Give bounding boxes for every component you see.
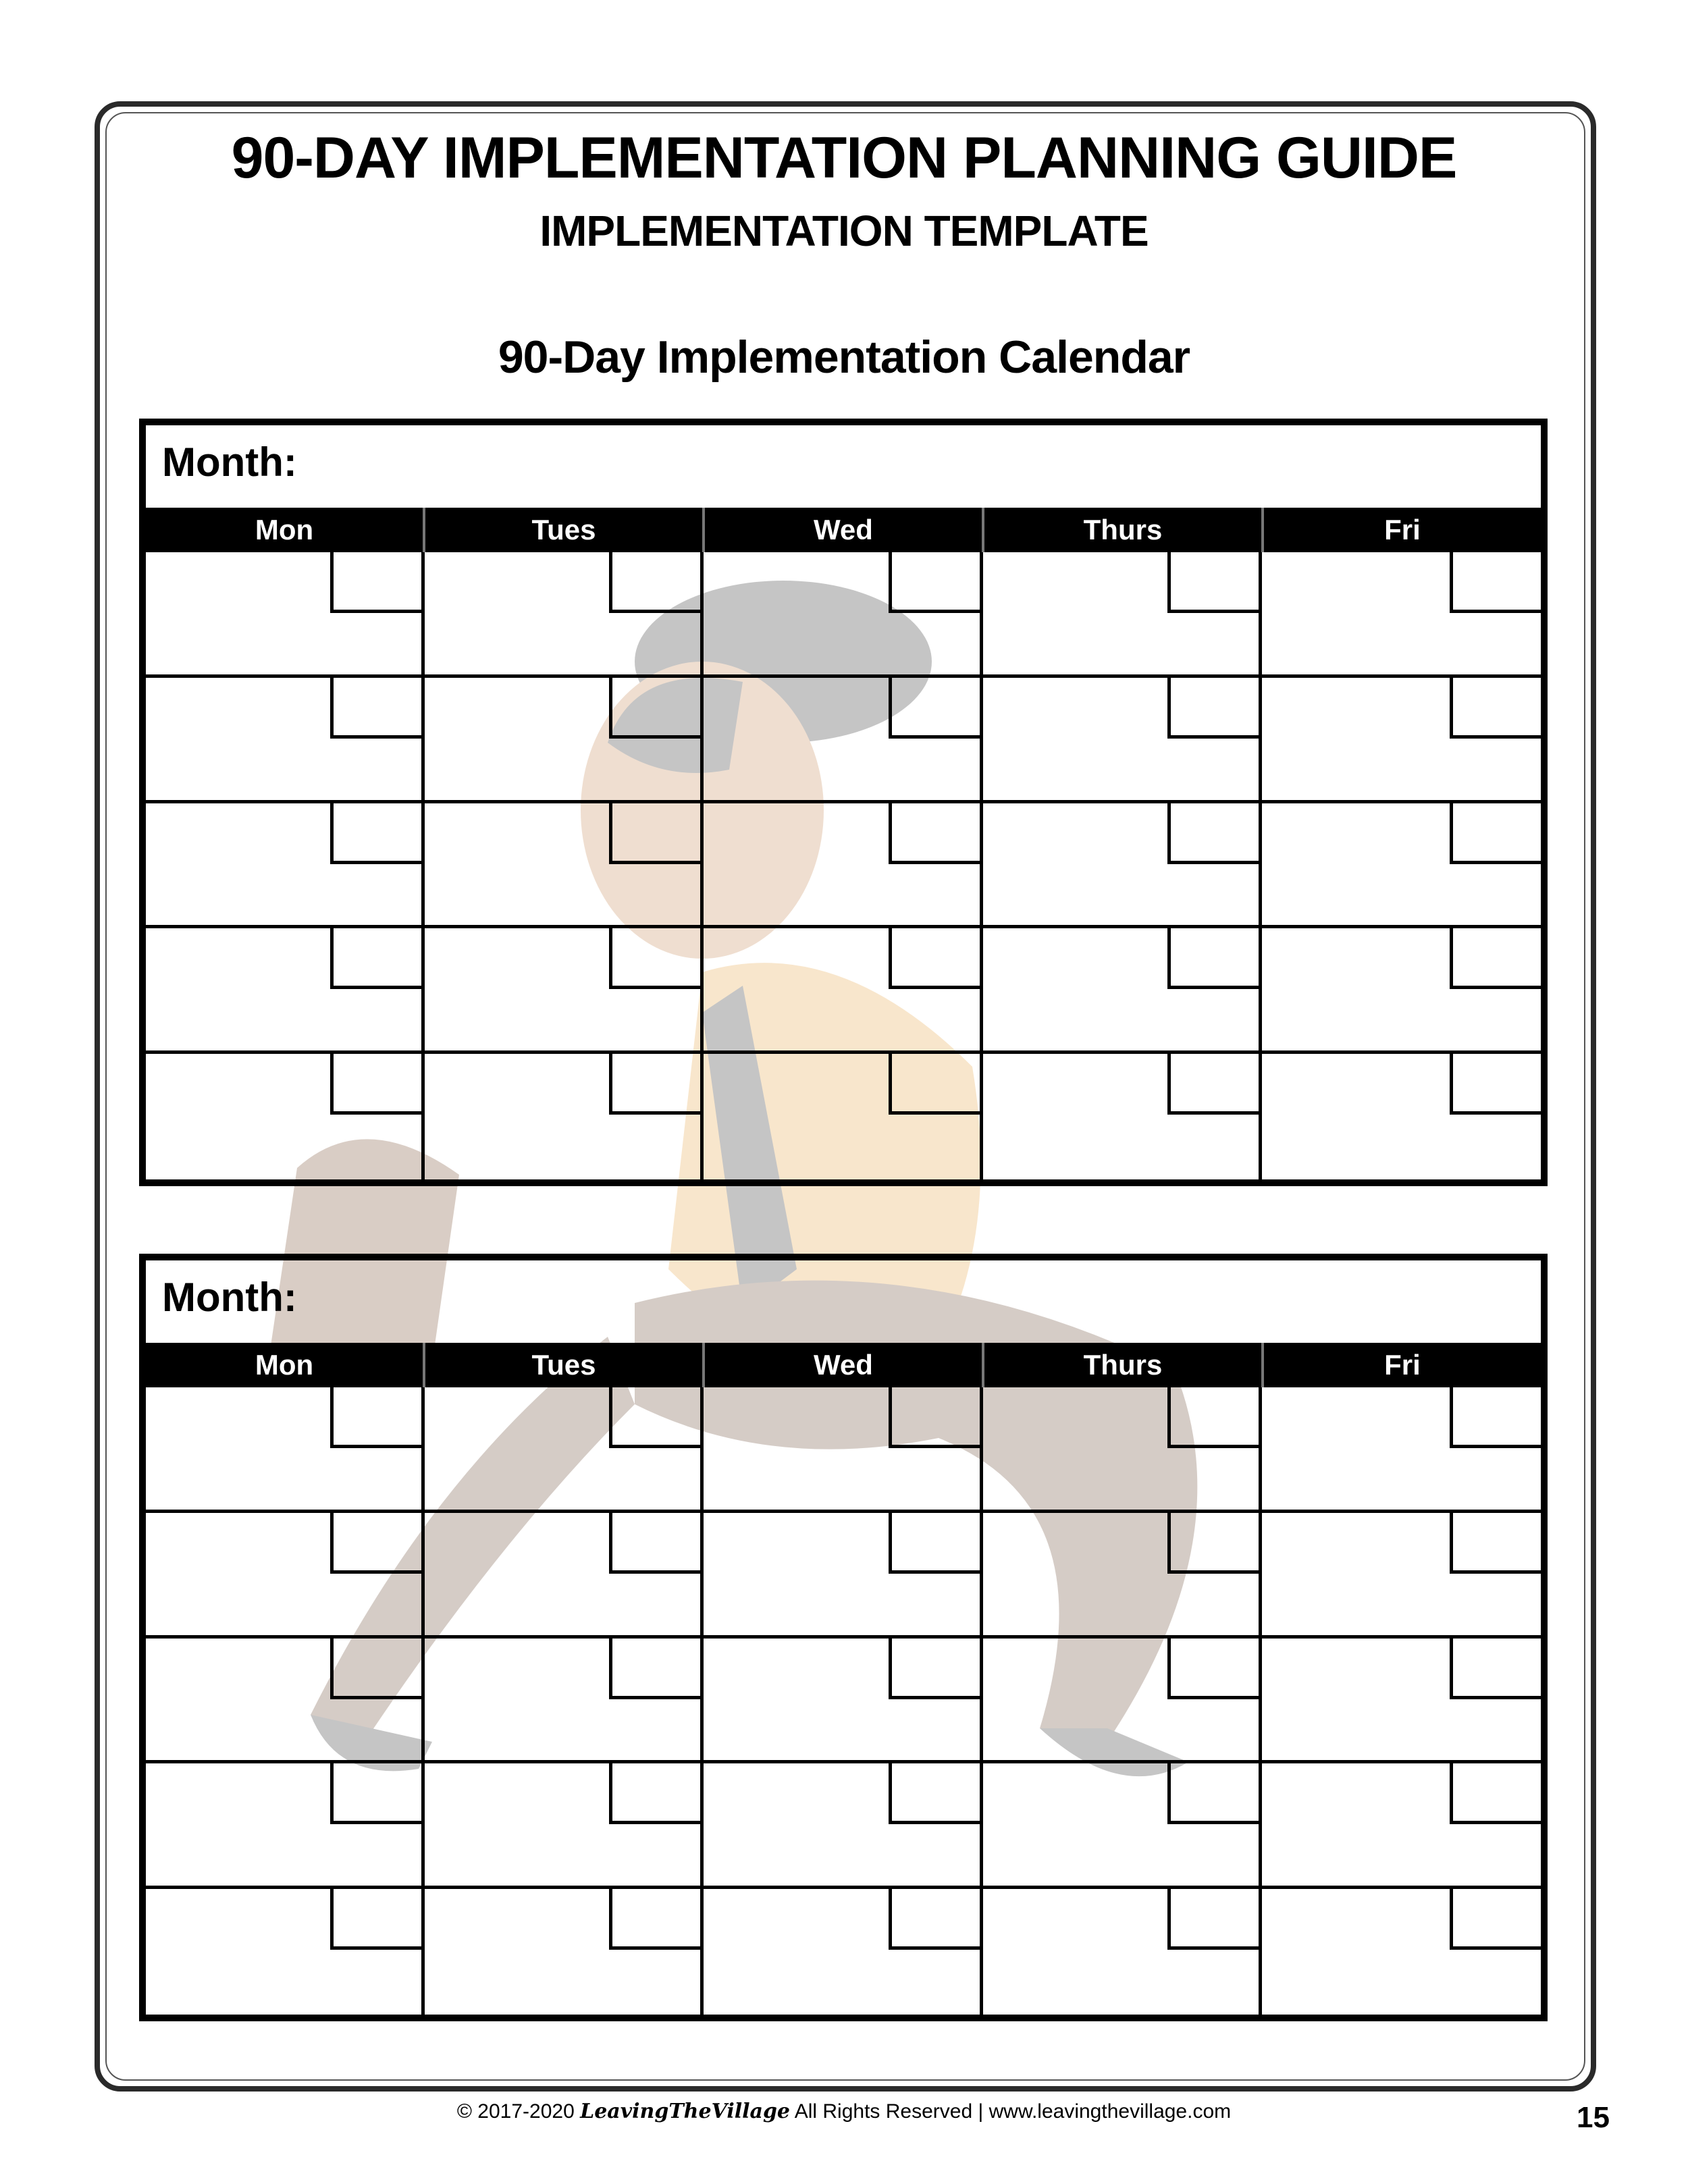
date-box[interactable]: [609, 928, 700, 989]
date-box[interactable]: [1167, 1513, 1259, 1574]
date-box[interactable]: [330, 552, 421, 613]
day-cell[interactable]: [425, 1387, 704, 1513]
date-box[interactable]: [1450, 552, 1541, 613]
date-box[interactable]: [1450, 1387, 1541, 1448]
date-box[interactable]: [889, 1387, 980, 1448]
day-cell[interactable]: [425, 928, 704, 1054]
day-cell[interactable]: [983, 1387, 1262, 1513]
day-cell[interactable]: [704, 1513, 982, 1639]
weekday-header: [146, 1343, 1541, 1387]
date-box[interactable]: [889, 1639, 980, 1699]
page-subtitle: IMPLEMENTATION TEMPLATE: [539, 207, 1149, 255]
date-box[interactable]: [609, 1054, 700, 1115]
day-cell[interactable]: [704, 1387, 982, 1513]
date-box[interactable]: [889, 678, 980, 739]
day-cell[interactable]: [983, 1889, 1262, 2015]
weekday-thurs: Thurs: [982, 1343, 1261, 1387]
date-box[interactable]: [330, 1054, 421, 1115]
date-box[interactable]: [1450, 1054, 1541, 1115]
date-box[interactable]: [609, 1513, 700, 1574]
date-box[interactable]: [330, 1387, 421, 1448]
day-cell[interactable]: [425, 552, 704, 678]
copyright: © 2017-2020: [456, 2100, 575, 2123]
weekday-tues: Tues: [423, 508, 702, 552]
weekday-mon: Mon: [255, 1349, 314, 1381]
date-box[interactable]: [1167, 1054, 1259, 1115]
date-box[interactable]: [330, 1763, 421, 1824]
date-box[interactable]: [1167, 1387, 1259, 1448]
date-box[interactable]: [1167, 928, 1259, 989]
date-box[interactable]: [1450, 1889, 1541, 1950]
day-cell[interactable]: [146, 552, 425, 678]
date-box[interactable]: [1450, 1763, 1541, 1824]
weekday-thurs: Thurs: [982, 508, 1261, 552]
day-cell[interactable]: [983, 552, 1262, 678]
weekday-wed: Wed: [702, 1343, 982, 1387]
day-cell[interactable]: [425, 1763, 704, 1889]
day-cell[interactable]: [146, 1639, 425, 1764]
day-cell[interactable]: [146, 928, 425, 1054]
weekday-fri: Fri: [1261, 1343, 1541, 1387]
date-box[interactable]: [1167, 552, 1259, 613]
weekday-tues: Tues: [423, 1343, 702, 1387]
date-box[interactable]: [609, 1763, 700, 1824]
date-box[interactable]: [889, 1054, 980, 1115]
day-cell[interactable]: [1262, 803, 1541, 929]
day-cell[interactable]: [704, 552, 982, 678]
date-box[interactable]: [1450, 678, 1541, 739]
weekday-fri: Fri: [1261, 508, 1541, 552]
date-box[interactable]: [1167, 1889, 1259, 1950]
date-box[interactable]: [330, 678, 421, 739]
day-cell[interactable]: [1262, 1387, 1541, 1513]
date-box[interactable]: [889, 1763, 980, 1824]
footer-separator: |: [978, 2100, 984, 2123]
section-title: 90-Day Implementation Calendar: [498, 331, 1190, 383]
date-box[interactable]: [1450, 928, 1541, 989]
page-number: 15: [1577, 2101, 1610, 2134]
day-cell[interactable]: [704, 1639, 982, 1764]
day-cell[interactable]: [146, 803, 425, 929]
date-box[interactable]: [609, 678, 700, 739]
date-box[interactable]: [609, 1889, 700, 1950]
day-cell[interactable]: [983, 928, 1262, 1054]
day-cell[interactable]: [146, 1054, 425, 1179]
day-cell[interactable]: [704, 678, 982, 803]
day-cell[interactable]: [146, 1889, 425, 2015]
weekday-wed: Wed: [702, 508, 982, 552]
day-cell[interactable]: [704, 1889, 982, 2015]
day-grid: [146, 1387, 1541, 2015]
day-cell[interactable]: [983, 1639, 1262, 1764]
day-cell[interactable]: [425, 1054, 704, 1179]
month-label: Month:: [162, 1275, 297, 1320]
day-cell[interactable]: [704, 928, 982, 1054]
date-box[interactable]: [609, 803, 700, 864]
brand-logo: LeavingTheVillage: [580, 2100, 791, 2123]
date-box[interactable]: [889, 552, 980, 613]
date-box[interactable]: [889, 1513, 980, 1574]
day-cell[interactable]: [983, 1513, 1262, 1639]
day-cell[interactable]: [704, 1763, 982, 1889]
rights-text: All Rights Reserved: [794, 2100, 973, 2123]
date-box[interactable]: [330, 1639, 421, 1699]
calendar-month-1: [139, 419, 1548, 1186]
date-box[interactable]: [1450, 1639, 1541, 1699]
date-box[interactable]: [609, 1639, 700, 1699]
date-box[interactable]: [330, 928, 421, 989]
day-cell[interactable]: [425, 1639, 704, 1764]
day-cell[interactable]: [1262, 928, 1541, 1054]
day-cell[interactable]: [983, 1054, 1262, 1179]
day-grid: [146, 552, 1541, 1179]
day-cell[interactable]: [983, 678, 1262, 803]
day-cell[interactable]: [425, 1513, 704, 1639]
day-cell[interactable]: [425, 1889, 704, 2015]
month-label: Month:: [162, 440, 297, 485]
calendar-month-2: [139, 1254, 1548, 2021]
day-cell[interactable]: [1262, 1054, 1541, 1179]
website-link[interactable]: www.leavingthevillage.com: [988, 2100, 1232, 2123]
date-box[interactable]: [889, 1889, 980, 1950]
date-box[interactable]: [609, 552, 700, 613]
date-box[interactable]: [330, 1513, 421, 1574]
date-box[interactable]: [1167, 1639, 1259, 1699]
day-cell[interactable]: [1262, 1639, 1541, 1764]
day-cell[interactable]: [1262, 1763, 1541, 1889]
day-cell[interactable]: [146, 1763, 425, 1889]
date-box[interactable]: [330, 1889, 421, 1950]
day-cell[interactable]: [704, 803, 982, 929]
day-cell[interactable]: [425, 678, 704, 803]
date-box[interactable]: [889, 928, 980, 989]
date-box[interactable]: [1167, 1763, 1259, 1824]
weekday-mon: Mon: [255, 514, 314, 545]
date-box[interactable]: [1450, 803, 1541, 864]
date-box[interactable]: [1167, 803, 1259, 864]
date-box[interactable]: [889, 803, 980, 864]
page-title: 90-DAY IMPLEMENTATION PLANNING GUIDE: [231, 126, 1457, 190]
weekday-header: [146, 508, 1541, 552]
day-cell[interactable]: [146, 678, 425, 803]
date-box[interactable]: [1450, 1513, 1541, 1574]
date-box[interactable]: [330, 803, 421, 864]
day-cell[interactable]: [1262, 1889, 1541, 2015]
date-box[interactable]: [1167, 678, 1259, 739]
day-cell[interactable]: [704, 1054, 982, 1179]
day-cell[interactable]: [146, 1513, 425, 1639]
date-box[interactable]: [609, 1387, 700, 1448]
footer: [0, 2100, 1688, 2123]
day-cell[interactable]: [1262, 552, 1541, 678]
day-cell[interactable]: [1262, 678, 1541, 803]
day-cell[interactable]: [425, 803, 704, 929]
day-cell[interactable]: [983, 803, 1262, 929]
day-cell[interactable]: [1262, 1513, 1541, 1639]
day-cell[interactable]: [983, 1763, 1262, 1889]
day-cell[interactable]: [146, 1387, 425, 1513]
